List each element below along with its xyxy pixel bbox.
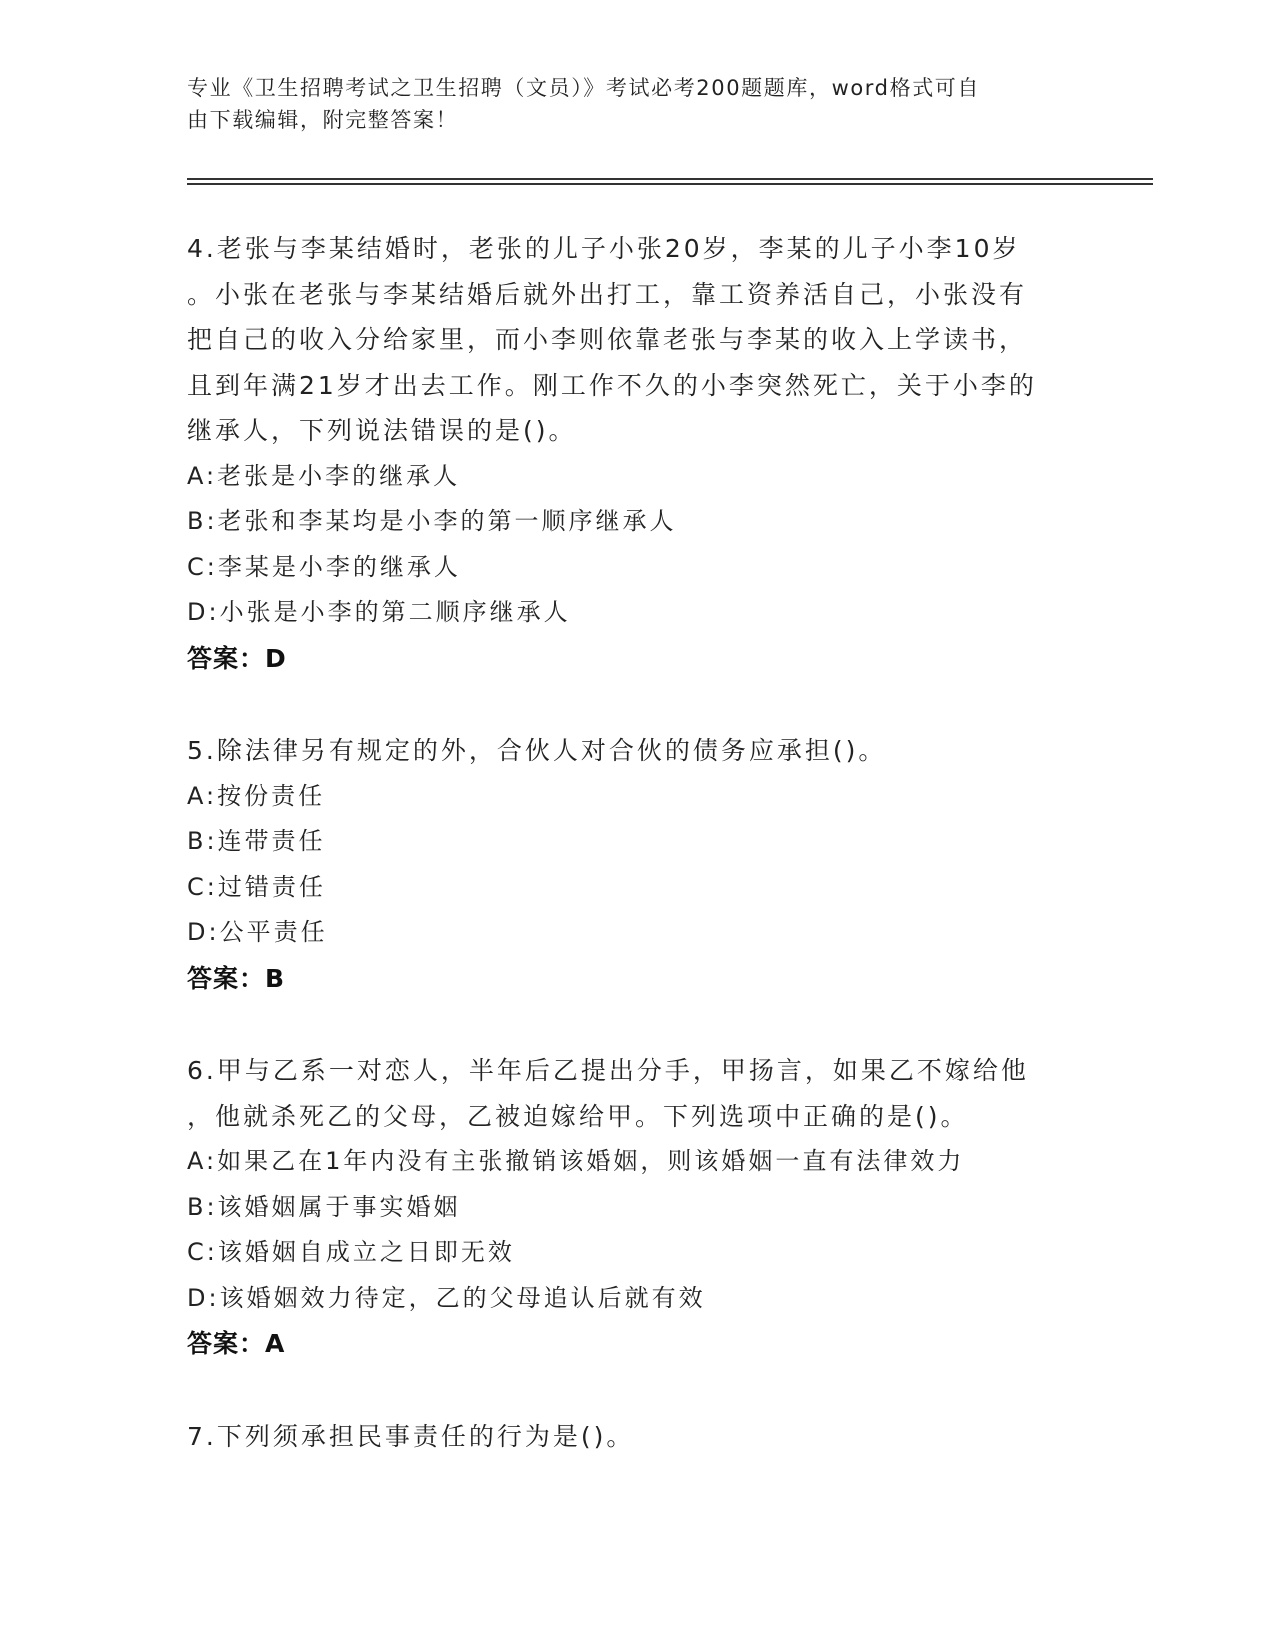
- question-text-line: 且到年满21岁才出去工作。刚工作不久的小李突然死亡，关于小李的: [187, 370, 1037, 400]
- answer-label: 答案：D: [187, 643, 287, 673]
- header-line-1: 专业《卫生招聘考试之卫生招聘（文员）》考试必考200题题库，word格式可自: [187, 76, 980, 100]
- option-b: B:该婚姻属于事实婚姻: [187, 1192, 461, 1221]
- option-a: A:如果乙在1年内没有主张撤销该婚姻，则该婚姻一直有法律效力: [187, 1147, 965, 1175]
- question-text-line: ，他就杀死乙的父母，乙被迫嫁给甲。下列选项中正确的是()。: [187, 1101, 969, 1131]
- option-d: D:该婚姻效力待定，乙的父母追认后就有效: [187, 1283, 706, 1312]
- question-6: [187, 1048, 1087, 1367]
- option-b: B:老张和李某均是小李的第一顺序继承人: [187, 507, 677, 535]
- option-c: C:该婚姻自成立之日即无效: [187, 1238, 515, 1266]
- question-text-line: 7.下列须承担民事责任的行为是()。: [187, 1421, 635, 1451]
- question-text-line: 继承人，下列说法错误的是()。: [187, 416, 577, 445]
- answer-label: 答案：A: [187, 1329, 286, 1358]
- option-a: A:按份责任: [187, 781, 326, 810]
- answer-label: 答案：B: [187, 963, 286, 993]
- header-line-2: 由下载编辑，附完整答案！: [187, 108, 459, 132]
- question-5: [187, 728, 1087, 1001]
- header-divider-bottom: [187, 183, 1153, 185]
- question-text-line: 。小张在老张与李某结婚后就外出打工，靠工资养活自己，小张没有: [187, 279, 1028, 309]
- question-spacer: [187, 681, 1087, 728]
- question-spacer: [187, 1367, 1087, 1414]
- document-header: [187, 72, 1067, 136]
- option-d: D:公平责任: [187, 918, 328, 946]
- option-d: D:小张是小李的第二顺序继承人: [187, 598, 571, 626]
- header-divider-top: [187, 178, 1153, 180]
- question-text-line: 5.除法律另有规定的外，合伙人对合伙的债务应承担()。: [187, 736, 887, 765]
- question-spacer: [187, 1001, 1087, 1048]
- question-list: [187, 226, 1087, 1459]
- option-a: A:老张是小李的继承人: [187, 461, 461, 490]
- question-7: [187, 1414, 1087, 1460]
- option-b: B:连带责任: [187, 827, 326, 855]
- question-4: [187, 226, 1087, 681]
- option-c: C:过错责任: [187, 872, 326, 901]
- option-c: C:李某是小李的继承人: [187, 552, 461, 581]
- question-text-line: 4.老张与李某结婚时，老张的儿子小张20岁，李某的儿子小李10岁: [187, 234, 1021, 263]
- question-text-line: 6.甲与乙系一对恋人，半年后乙提出分手，甲扬言，如果乙不嫁给他: [187, 1056, 1029, 1085]
- question-text-line: 把自己的收入分给家里，而小李则依靠老张与李某的收入上学读书，: [187, 325, 1028, 354]
